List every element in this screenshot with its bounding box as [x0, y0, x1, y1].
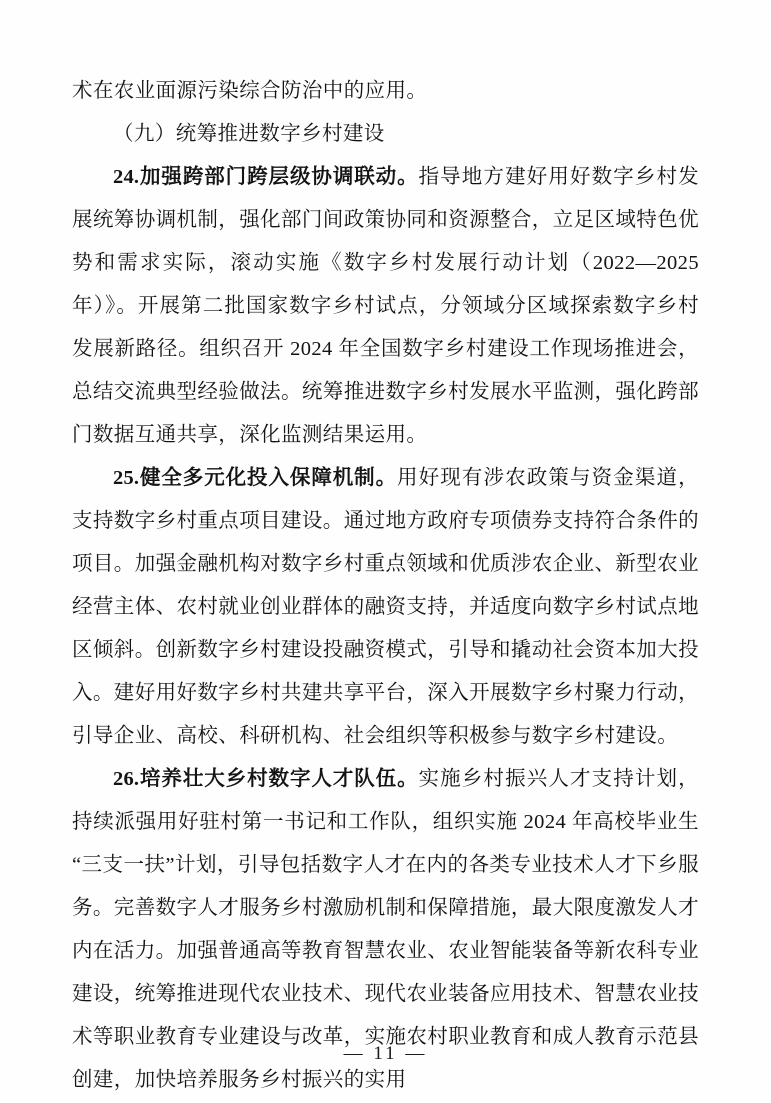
paragraph-text-24: 指导地方建好用好数字乡村发展统筹协调机制，强化部门间政策协同和资源整合，立足区域特色优势和需求实际，滚动实施《数字乡村发展行动计划（2022—2025 年）》。开展第二批国家数字乡村试点，分领域分区域探索数字乡村发展新路径。组织召开 2024 年全国数字乡村建设工作现场推进会，总结交流典型经验做法。统筹推进数字乡村发展水平监测，强化跨部门数据互通共享，深化监测结果运用。 — [72, 166, 700, 446]
paragraph-item-24 — [72, 156, 699, 457]
paragraph-continuation — [72, 70, 699, 113]
document-body — [72, 70, 699, 1102]
section-heading-nine — [72, 113, 699, 156]
section-heading-text: （九）统筹推进数字乡村建设 — [113, 123, 385, 145]
paragraph-lead-24: 24.加强跨部门跨层级协调联动。 — [113, 166, 419, 188]
page-number: — 11 — — [343, 1043, 428, 1064]
paragraph-text-25: 用好现有涉农政策与资金渠道，支持数字乡村重点项目建设。通过地方政府专项债券支持符合条件的项目。加强金融机构对数字乡村重点领域和优质涉农企业、新型农业经营主体、农村就业创业群体的融资支持，并适度向数字乡村试点地区倾斜。创新数字乡村建设投融资模式，引导和撬动社会资本加大投入。建好用好数字乡村共建共享平台，深入开展数字乡村聚力行动，引导企业、高校、科研机构、社会组织等积极参与数字乡村建设。 — [72, 467, 699, 747]
paragraph-item-25 — [72, 457, 699, 758]
paragraph-text: 术在农业面源污染综合防治中的应用。 — [72, 80, 428, 102]
paragraph-lead-26: 26.培养壮大乡村数字人才队伍。 — [113, 768, 419, 790]
paragraph-lead-25: 25.健全多元化投入保障机制。 — [113, 467, 398, 489]
paragraph-text-26: 实施乡村振兴人才支持计划，持续派强用好驻村第一书记和工作队，组织实施 2024 年高校毕业生“三支一扶”计划，引导包括数字人才在内的各类专业技术人才下乡服务。完善数字人才服务乡村激励机制和保障措施，最大限度激发人才内在活力。加强普通高等教育智慧农业、农业智能装备等新农科专业建设，统筹推进现代农业技术、现代农业装备应用技术、智慧农业技术等职业教育专业建设与改革，实施农村职业教育和成人教育示范县创建，加快培养服务乡村振兴的实用 — [72, 768, 700, 1091]
